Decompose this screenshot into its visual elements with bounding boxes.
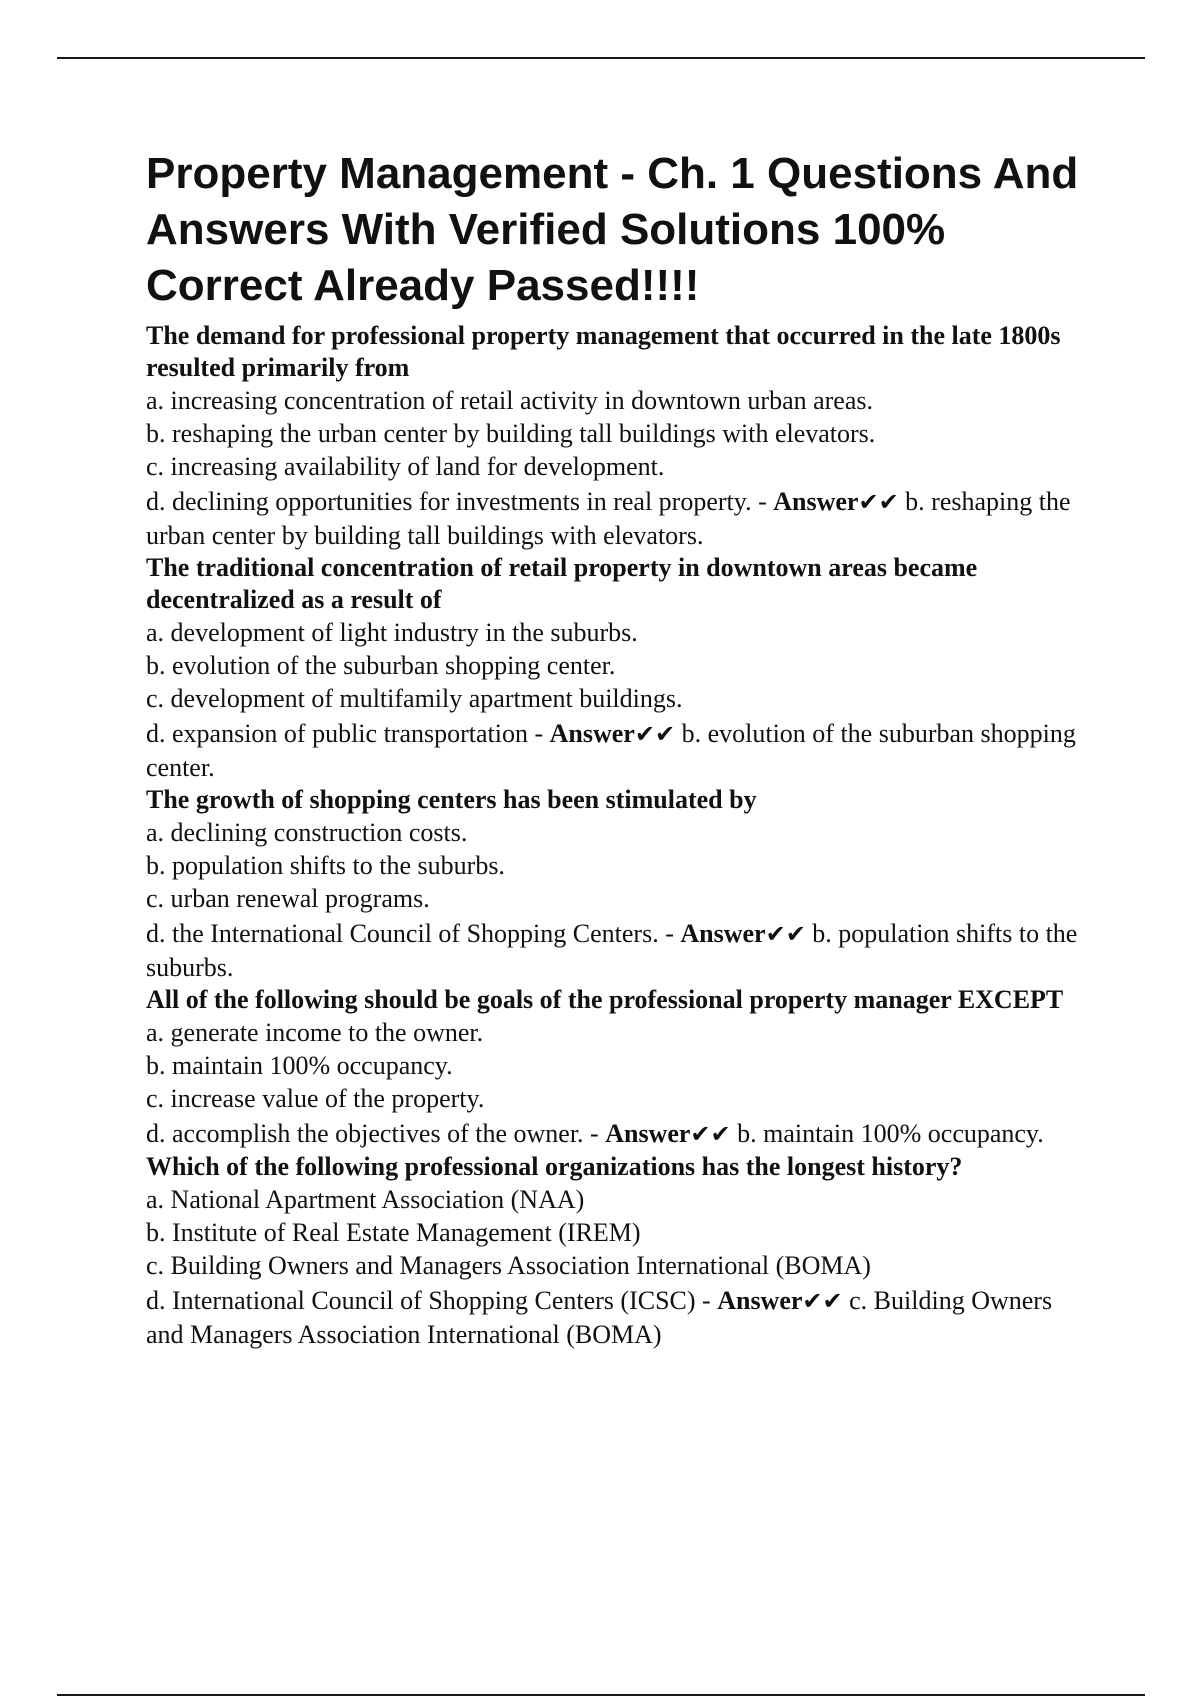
option-label: b. Institute of Real Estate Management (IREM) [146, 1218, 641, 1247]
option-text [146, 849, 1096, 882]
bottom-rule [57, 1694, 1145, 1696]
answer-label: Answer [680, 919, 766, 948]
double-check-icon: ✔✔ [858, 488, 899, 516]
option-text [146, 682, 1096, 715]
option-with-answer [146, 917, 1096, 984]
option-label: d. accomplish the objectives of the owner. - [146, 1119, 606, 1148]
answer-text: c. Building Owners and Managers Association International (BOMA) [146, 1286, 1053, 1349]
option-text [146, 882, 1096, 915]
answer-text: b. maintain 100% occupancy. [737, 1119, 1044, 1148]
option-label: d. expansion of public transportation - [146, 719, 550, 748]
question-text: Which of the following professional organizations has the longest history? [146, 1152, 963, 1181]
option-with-answer [146, 485, 1096, 552]
option-label: b. maintain 100% occupancy. [146, 1051, 453, 1080]
answer-text: b. population shifts to the suburbs. [146, 919, 1078, 982]
qa-block [146, 784, 1096, 984]
qa-block [146, 984, 1096, 1151]
option-label: c. urban renewal programs. [146, 884, 430, 913]
option-text [146, 1183, 1096, 1216]
option-text [146, 1049, 1096, 1082]
option-label: c. increasing availability of land for development. [146, 452, 665, 481]
option-label: d. the International Council of Shopping Centers. - [146, 919, 681, 948]
option-text [146, 616, 1096, 649]
option-with-answer [146, 1284, 1096, 1351]
double-check-icon: ✔✔ [765, 920, 806, 948]
option-label: c. increase value of the property. [146, 1084, 485, 1113]
option-label: d. declining opportunities for investments in real property. - [146, 487, 774, 516]
option-label: a. National Apartment Association (NAA) [146, 1185, 585, 1214]
top-rule [57, 57, 1145, 59]
option-text [146, 450, 1096, 483]
option-text [146, 1249, 1096, 1282]
option-label: c. development of multifamily apartment buildings. [146, 684, 683, 713]
question-text: The growth of shopping centers has been stimulated by [146, 785, 757, 814]
qa-block [146, 552, 1096, 784]
answer-text: b. evolution of the suburban shopping center. [146, 719, 1076, 782]
option-text [146, 1016, 1096, 1049]
document-body [146, 146, 1096, 1351]
answer-label: Answer [717, 1286, 803, 1315]
option-label: b. population shifts to the suburbs. [146, 851, 505, 880]
option-label: a. development of light industry in the suburbs. [146, 618, 638, 647]
option-text [146, 417, 1096, 450]
document-title: Property Management - Ch. 1 Questions And Answers With Verified Solutions 100% Correct Already Passed!!!! [146, 149, 1079, 310]
question-text: The demand for professional property management that occurred in the late 1800s resulted primarily from [146, 321, 1061, 382]
qa-block [146, 1151, 1096, 1351]
question-text: The traditional concentration of retail property in downtown areas became decentralized as a result of [146, 553, 978, 614]
option-with-answer [146, 717, 1096, 784]
option-text [146, 384, 1096, 417]
option-text [146, 1216, 1096, 1249]
answer-label: Answer [773, 487, 859, 516]
option-text [146, 1082, 1096, 1115]
option-label: b. reshaping the urban center by building tall buildings with elevators. [146, 419, 876, 448]
option-label: c. Building Owners and Managers Association International (BOMA) [146, 1251, 871, 1280]
double-check-icon: ✔✔ [690, 1120, 731, 1148]
qa-block [146, 320, 1096, 552]
double-check-icon: ✔✔ [634, 720, 676, 748]
option-label: b. evolution of the suburban shopping center. [146, 651, 616, 680]
option-text [146, 649, 1096, 682]
option-label: a. declining construction costs. [146, 818, 468, 847]
double-check-icon: ✔✔ [802, 1287, 843, 1315]
answer-label: Answer [549, 719, 635, 748]
option-with-answer [146, 1117, 1096, 1151]
answer-text: b. reshaping the urban center by building tall buildings with elevators. [146, 487, 1071, 550]
question-text: All of the following should be goals of the professional property manager EXCEPT [146, 985, 1064, 1014]
qa-list [146, 320, 1096, 1351]
option-label: a. increasing concentration of retail activity in downtown urban areas. [146, 386, 874, 415]
option-label: a. generate income to the owner. [146, 1018, 484, 1047]
answer-label: Answer [605, 1119, 691, 1148]
option-text [146, 816, 1096, 849]
option-label: d. International Council of Shopping Centers (ICSC) - [146, 1286, 718, 1315]
